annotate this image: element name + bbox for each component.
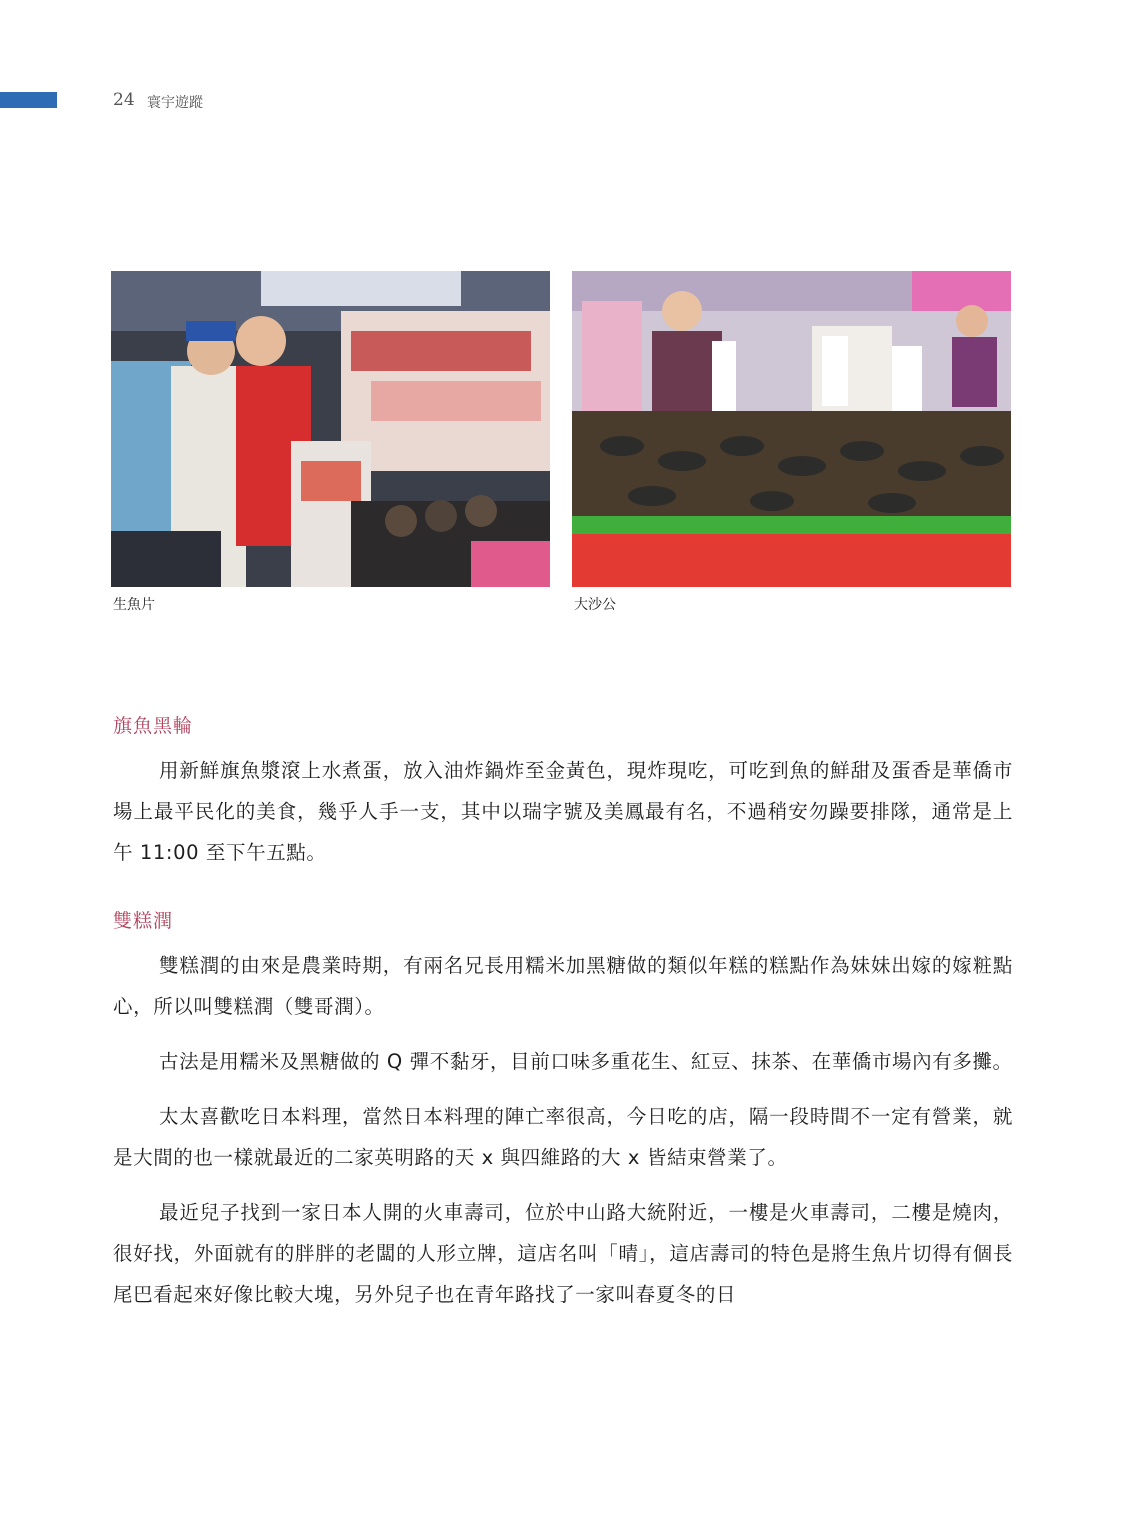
paragraph: 用新鮮旗魚漿滾上水煮蛋，放入油炸鍋炸至金黃色，現炸現吃，可吃到魚的鮮甜及蛋香是華僑市場上最平民化的美食，幾乎人手一支，其中以瑞字號及美鳳最有名，不過稍安勿躁要排隊，通常是上午 11:00 至下午五點。 [113, 759, 1013, 864]
section-shuang-gao-run [113, 906, 1013, 1329]
sashimi-stall-photo [111, 271, 550, 587]
header-accent-bar [0, 92, 57, 108]
paragraph: 古法是用糯米及黑糖做的 Q 彈不黏牙，目前口味多重花生、紅豆、抹茶、在華僑市場內有多攤。 [159, 1050, 1013, 1073]
section-title: 旗魚黑輪 [113, 715, 194, 737]
paragraph: 雙糕潤的由來是農業時期，有兩名兄長用糯米加黑糖做的類似年糕的糕點作為妹妹出嫁的嫁粧點心，所以叫雙糕潤（雙哥潤）。 [113, 954, 1013, 1018]
book-title: 寰宇遊蹤 [147, 95, 203, 111]
paragraph: 太太喜歡吃日本料理，當然日本料理的陣亡率很高，今日吃的店，隔一段時間不一定有營業，就是大間的也一樣就最近的二家英明路的天 x 與四維路的大 x 皆結束營業了。 [113, 1105, 1013, 1169]
paragraph: 最近兒子找到一家日本人開的火車壽司，位於中山路大統附近，一樓是火車壽司，二樓是燒肉，很好找，外面就有的胖胖的老闆的人形立牌，這店名叫「晴」，這店壽司的特色是將生魚片切得有個長尾巴看起來好像比較大塊，另外兒子也在青年路找了一家叫春夏冬的日 [113, 1201, 1013, 1306]
photo-caption: 大沙公 [574, 597, 616, 613]
crab-stall-photo [572, 271, 1011, 587]
page-number: 24 [113, 90, 135, 110]
section-title: 雙糕潤 [113, 910, 174, 932]
photo-caption: 生魚片 [113, 597, 155, 613]
section-swordfish-fishcake [113, 711, 1013, 887]
